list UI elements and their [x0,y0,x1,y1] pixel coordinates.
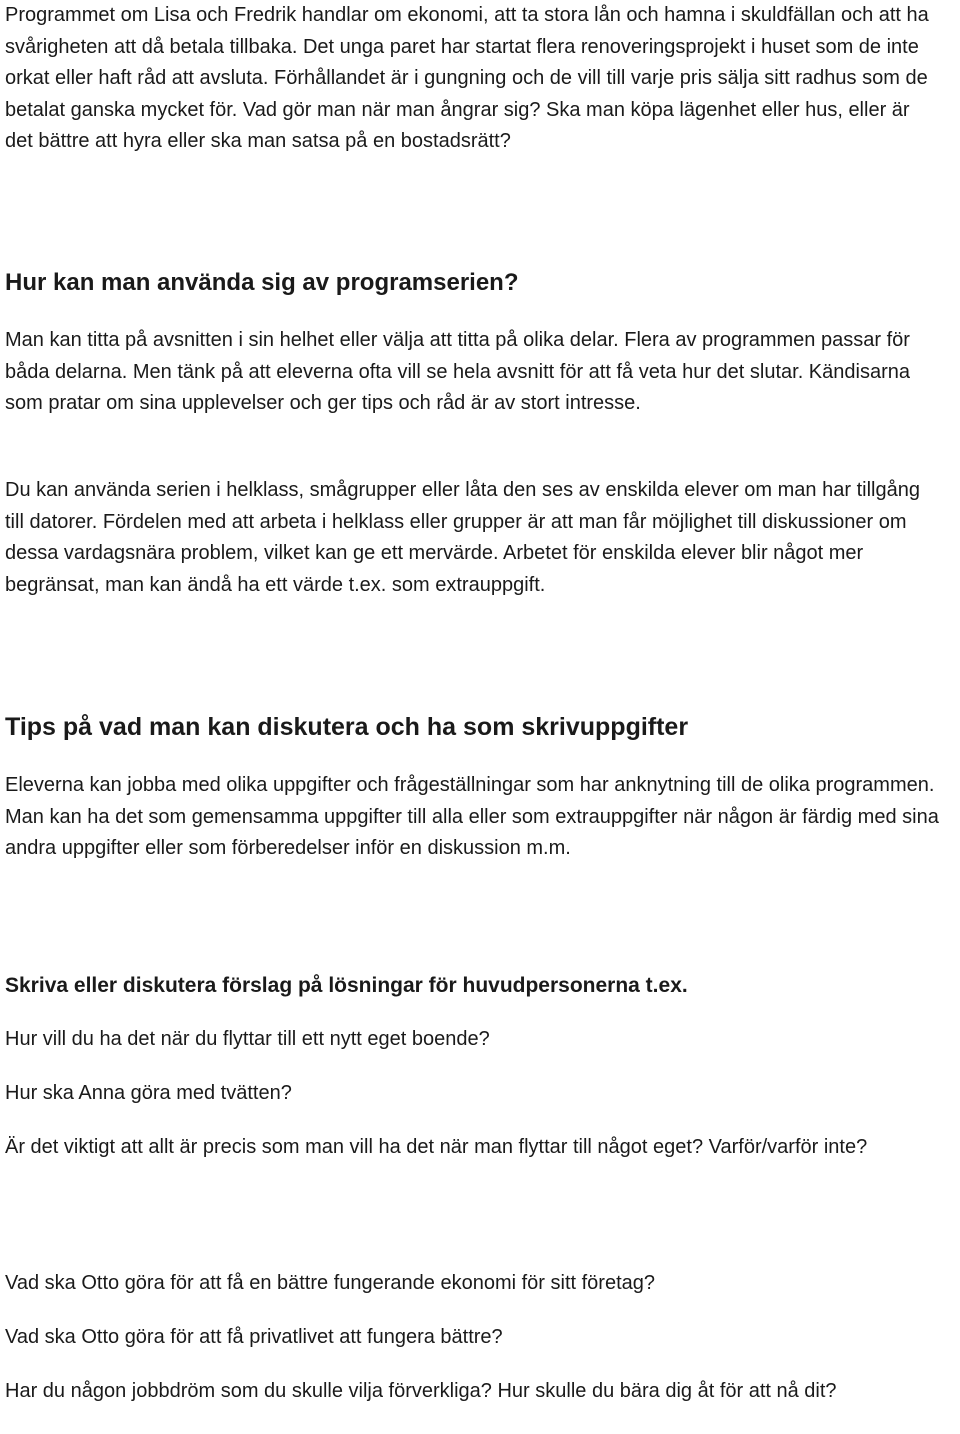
question-4: Vad ska Otto göra för att få en bättre fungerande ekonomi för sitt företag? [5,1272,656,1294]
question-2: Hur ska Anna göra med tvätten? [5,1082,292,1104]
tips-heading: Tips på vad man kan diskutera och ha som skrivuppgifter [5,713,689,741]
tips-paragraph: Eleverna kan jobba med olika uppgifter och frågeställningar som har anknytning till de olika programmen. Man kan ha det som gemensamma uppgifter till alla eller som extrauppgifter när någon är färdig med sina andra uppgifter eller som förberedelser inför en diskussion m.m. [5,774,939,859]
question-5: Vad ska Otto göra för att få privatlivet att fungera bättre? [5,1326,503,1348]
question-1: Hur vill du ha det när du flyttar till ett nytt eget boende? [5,1028,490,1050]
usage-paragraph-2: Du kan använda serien i helklass, smågrupper eller låta den ses av enskilda elever om man har tillgång till datorer. Fördelen med att arbeta i helklass eller grupper är att man får möjlighet till diskussioner om dessa vardagsnära problem, vilket kan ge ett mervärde. Arbetet för enskilda elever blir något mer begränsat, man kan ändå ha ett värde t.ex. som extrauppgift. [5,479,920,596]
usage-heading: Hur kan man använda sig av programserien? [5,269,519,296]
suggestions-heading: Skriva eller diskutera förslag på lösningar för huvudpersonerna t.ex. [5,974,688,997]
usage-paragraph-1: Man kan titta på avsnitten i sin helhet eller välja att titta på olika delar. Flera av programmen passar för båda delarna. Men tänk på att eleverna ofta vill se hela avsnitt för att få veta hur det slutar. Kändisarna som pratar om sina upplevelser och ger tips och råd är av stort intresse. [5,329,910,414]
question-3: Är det viktigt att allt är precis som man vill ha det när man flyttar till något eget? Varför/varför inte? [5,1136,868,1158]
intro-paragraph: Programmet om Lisa och Fredrik handlar om ekonomi, att ta stora lån och hamna i skuldfällan och att ha svårigheten att då betala tillbaka. Det unga paret har startat flera renoveringsprojekt i huset som de inte orkat eller haft råd att avsluta. Förhållandet är i gungning och de vill till varje pris sälja sitt radhus som de betalat ganska mycket för. Vad gör man när man ångrar sig? Ska man köpa lägenhet eller hus, eller är det bättre att hyra eller ska man satsa på en bostadsrätt? [5,4,929,152]
question-6: Har du någon jobbdröm som du skulle vilja förverkliga? Hur skulle du bära dig åt för att nå dit? [5,1380,837,1402]
